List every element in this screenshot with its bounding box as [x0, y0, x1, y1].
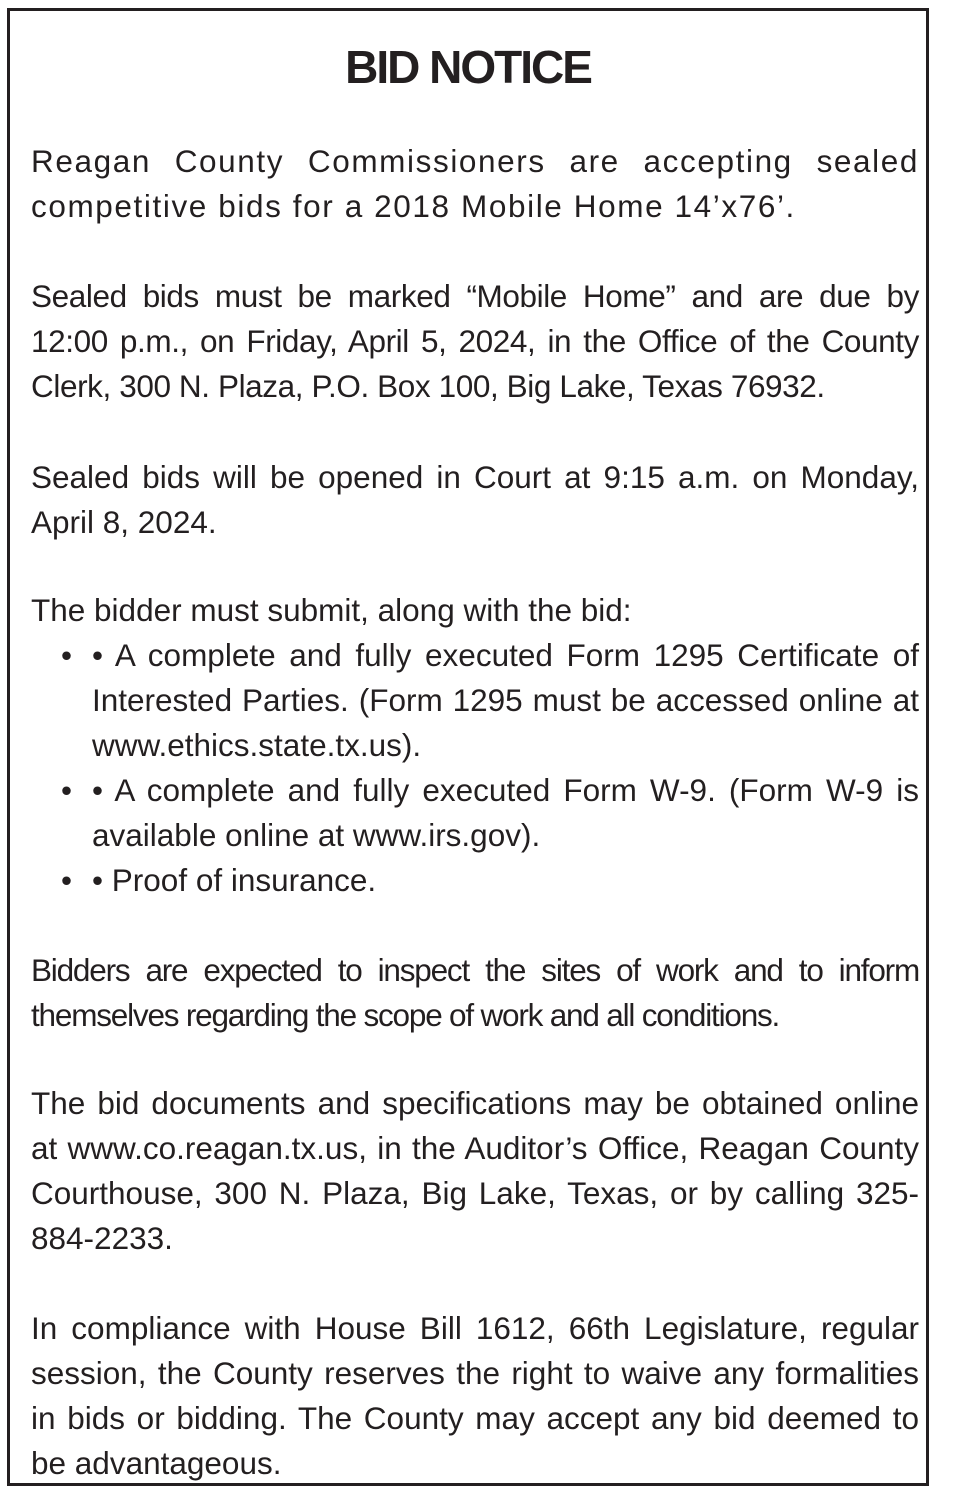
bullet-icon: •: [61, 862, 73, 898]
list-item-text: • Proof of insurance.: [92, 862, 377, 898]
requirements-list: [31, 633, 919, 903]
list-item: [31, 858, 919, 903]
requirements-intro: The bidder must submit, along with the bid:: [31, 592, 632, 628]
list-item-text: • A complete and fully executed Form 1295 Certificate of Interested Parties. (Form 1295 must be accessed online at www.ethics.state.tx.us).: [92, 637, 919, 763]
bid-notice-box: [7, 8, 929, 1486]
inspection-paragraph: Bidders are expected to inspect the sites of work and to inform themselves regarding the scope of work and all conditions.: [31, 952, 919, 1033]
bullet-icon: •: [61, 772, 73, 808]
documents-paragraph: The bid documents and specifications may be obtained online at www.co.reagan.tx.us, in the Auditor’s Office, Reagan County Courthouse, 300 N. Plaza, Big Lake, Texas, or by calling 325-884-2233.: [31, 1085, 919, 1256]
compliance-paragraph: In compliance with House Bill 1612, 66th Legislature, regular session, the County reserves the right to waive any formalities in bids or bidding. The County may accept any bid deemed to be advantageous.: [31, 1310, 919, 1481]
deadline-paragraph: Sealed bids must be marked “Mobile Home” and are due by 12:00 p.m., on Friday, April 5, 2024, in the Office of the County Clerk, 300 N. Plaza, P.O. Box 100, Big Lake, Texas 76932.: [31, 278, 919, 404]
opening-paragraph: Sealed bids will be opened in Court at 9:15 a.m. on Monday, April 8, 2024.: [31, 459, 919, 540]
intro-paragraph: Reagan County Commissioners are accepting sealed competitive bids for a 2018 Mobile Home 14’x76’.: [31, 143, 919, 224]
bullet-icon: •: [61, 637, 73, 673]
notice-title: BID NOTICE: [345, 41, 591, 93]
list-item-text: • A complete and fully executed Form W-9. (Form W-9 is available online at www.irs.gov).: [92, 772, 919, 853]
list-item: [31, 768, 919, 858]
list-item: [31, 633, 919, 768]
